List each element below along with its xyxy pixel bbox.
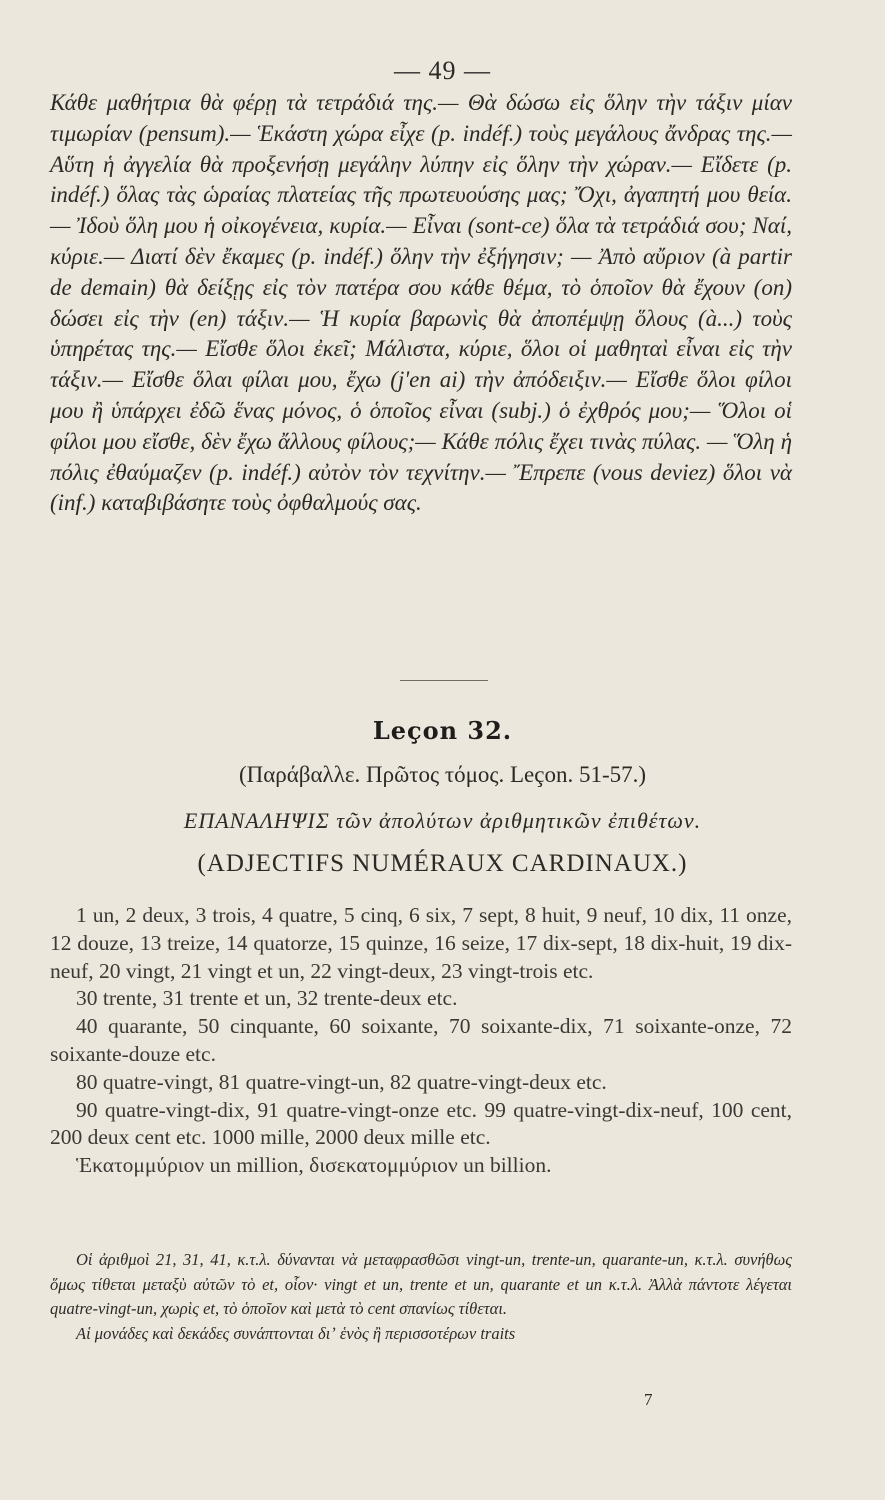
numerals-paragraph: 30 trente, 31 trente et un, 32 trente-deux etc. (76, 986, 458, 1011)
lesson-title: Leçon 32. (372, 716, 513, 745)
numerals-paragraph: 90 quatre-vingt-dix, 91 quatre-vingt-onze etc. 99 quatre-vingt-dix-neuf, 100 cent, 200 deux cent etc. 1000 mille, 2000 deux mille etc. (50, 1097, 792, 1150)
section-heading-french: (ADJECTIFS NUMÉRAUX CARDINAUX.) (197, 850, 688, 877)
note-paragraph: Οἱ ἀριθμοὶ 21, 31, 41, κ.τ.λ. δύνανται νὰ μεταφρασθῶσι vingt-un, trente-un, quarante-un, κ.τ.λ. συνήθως ὅμως τίθεται μεταξὺ αὐτῶν τὸ et, οἷον· vingt et un, trente et un, quarante et un κ.τ.λ. Ἀλλὰ πάντοτε λέγεται quatre-vingt-un, χωρὶς et, τὸ ὁποῖον καὶ μετὰ τὸ cent σπανίως τίθεται. (50, 1250, 792, 1319)
footnotes (50, 1248, 792, 1346)
cross-reference: (Παράβαλλε. Πρῶτος τόμος. Leçon. 51-57.) (238, 762, 647, 787)
note-paragraph: Αἱ μονάδες καὶ δεκάδες συνάπτονται διʼ ἑνὸς ἢ περισσοτέρων traits (76, 1323, 516, 1343)
section-divider (400, 680, 488, 681)
numerals-list (50, 902, 792, 1180)
signature-mark: 7 (644, 1390, 653, 1409)
section-heading-greek: ΕΠΑΝΑΛΗΨΙΣ τῶν ἀπολύτων ἀριθμητικῶν ἐπιθέτων. (183, 808, 702, 833)
exercise-paragraph: Κάθε μαθήτρια θὰ φέρῃ τὰ τετράδιά της.— Θὰ δώσω εἰς ὅλην τὴν τάξιν μίαν τιμωρίαν (pensum).— Ἑκάστη χώρα εἶχε (p. indéf.) τοὺς μεγάλους ἄνδρας της.— Αὕτη ἡ ἀγγελία θὰ προξενήσῃ μεγάλην λύπην εἰς ὅλην τὴν χώραν.— Εἴδετε (p. indéf.) ὅλας τὰς ὡραίας πλατείας τῆς πρωτευούσης μας; Ὄχι, ἀγαπητή μου θεία.— Ἰδοὺ ὅλη μου ἡ οἰκογένεια, κυρία.— Εἶναι (sont-ce) ὅλα τὰ τετράδιά σου; Ναί, κύριε.— Διατί δὲν ἔκαμες (p. indéf.) ὅλην τὴν ἐξήγησιν; — Ἀπὸ αὔριον (à partir de demain) θὰ δείξῃς εἰς τὸν πατέρα σου κάθε θέμα, τὸ ὁποῖον θὰ ἔχουν (on) δώσει εἰς τὴν (en) τάξιν.— Ἡ κυρία βαρωνὶς θὰ ἀποπέμψῃ ὅλους (à...) τοὺς ὑπηρέτας της.— Εἴσθε ὅλοι ἐκεῖ; Μάλιστα, κύριε, ὅλοι οἱ μαθηταὶ εἶναι εἰς τὴν τάξιν.— Εἴσθε ὅλαι φίλαι μου, ἔχω (j'en ai) τὴν ἀπόδειξιν.— Εἴσθε ὅλοι φίλοι μου ἢ ὑπάρχει ἐδῶ ἕνας μόνος, ὁ ὁποῖος εἶναι (subj.) ὁ ἐχθρός μου;— Ὅλοι οἱ φίλοι μου εἴσθε, δὲν ἔχω ἄλλους φίλους;— Κάθε πόλις ἔχει τινὰς πύλας. — Ὅλη ἡ πόλις ἐθαύμαζεν (p. indéf.) αὐτὸν τὸν τεχνίτην.— Ἔπρεπε (vous deviez) ὅλοι νὰ (inf.) καταβιβάσητε τοὺς ὀφθαλμούς σας. (50, 90, 792, 516)
numerals-paragraph: 80 quatre-vingt, 81 quatre-vingt-un, 82 quatre-vingt-deux etc. (76, 1069, 607, 1094)
numerals-paragraph: 40 quarante, 50 cinquante, 60 soixante, 70 soixante-dix, 71 soixante-onze, 72 soixante-douze etc. (50, 1014, 792, 1066)
page-number: — 49 — (394, 56, 491, 85)
numerals-paragraph: Ἑκατομμύριον un million, δισεκατομμύριον un billion. (76, 1153, 552, 1178)
numerals-paragraph: 1 un, 2 deux, 3 trois, 4 quatre, 5 cinq, 6 six, 7 sept, 8 huit, 9 neuf, 10 dix, 11 onze, 12 douze, 13 treize, 14 quatorze, 15 quinze, 16 seize, 17 dix-sept, 18 dix-huit, 19 dix-neuf, 20 vingt, 21 vingt et un, 22 vingt-deux, 23 vingt-trois etc. (50, 903, 792, 983)
exercise-text (50, 88, 792, 519)
